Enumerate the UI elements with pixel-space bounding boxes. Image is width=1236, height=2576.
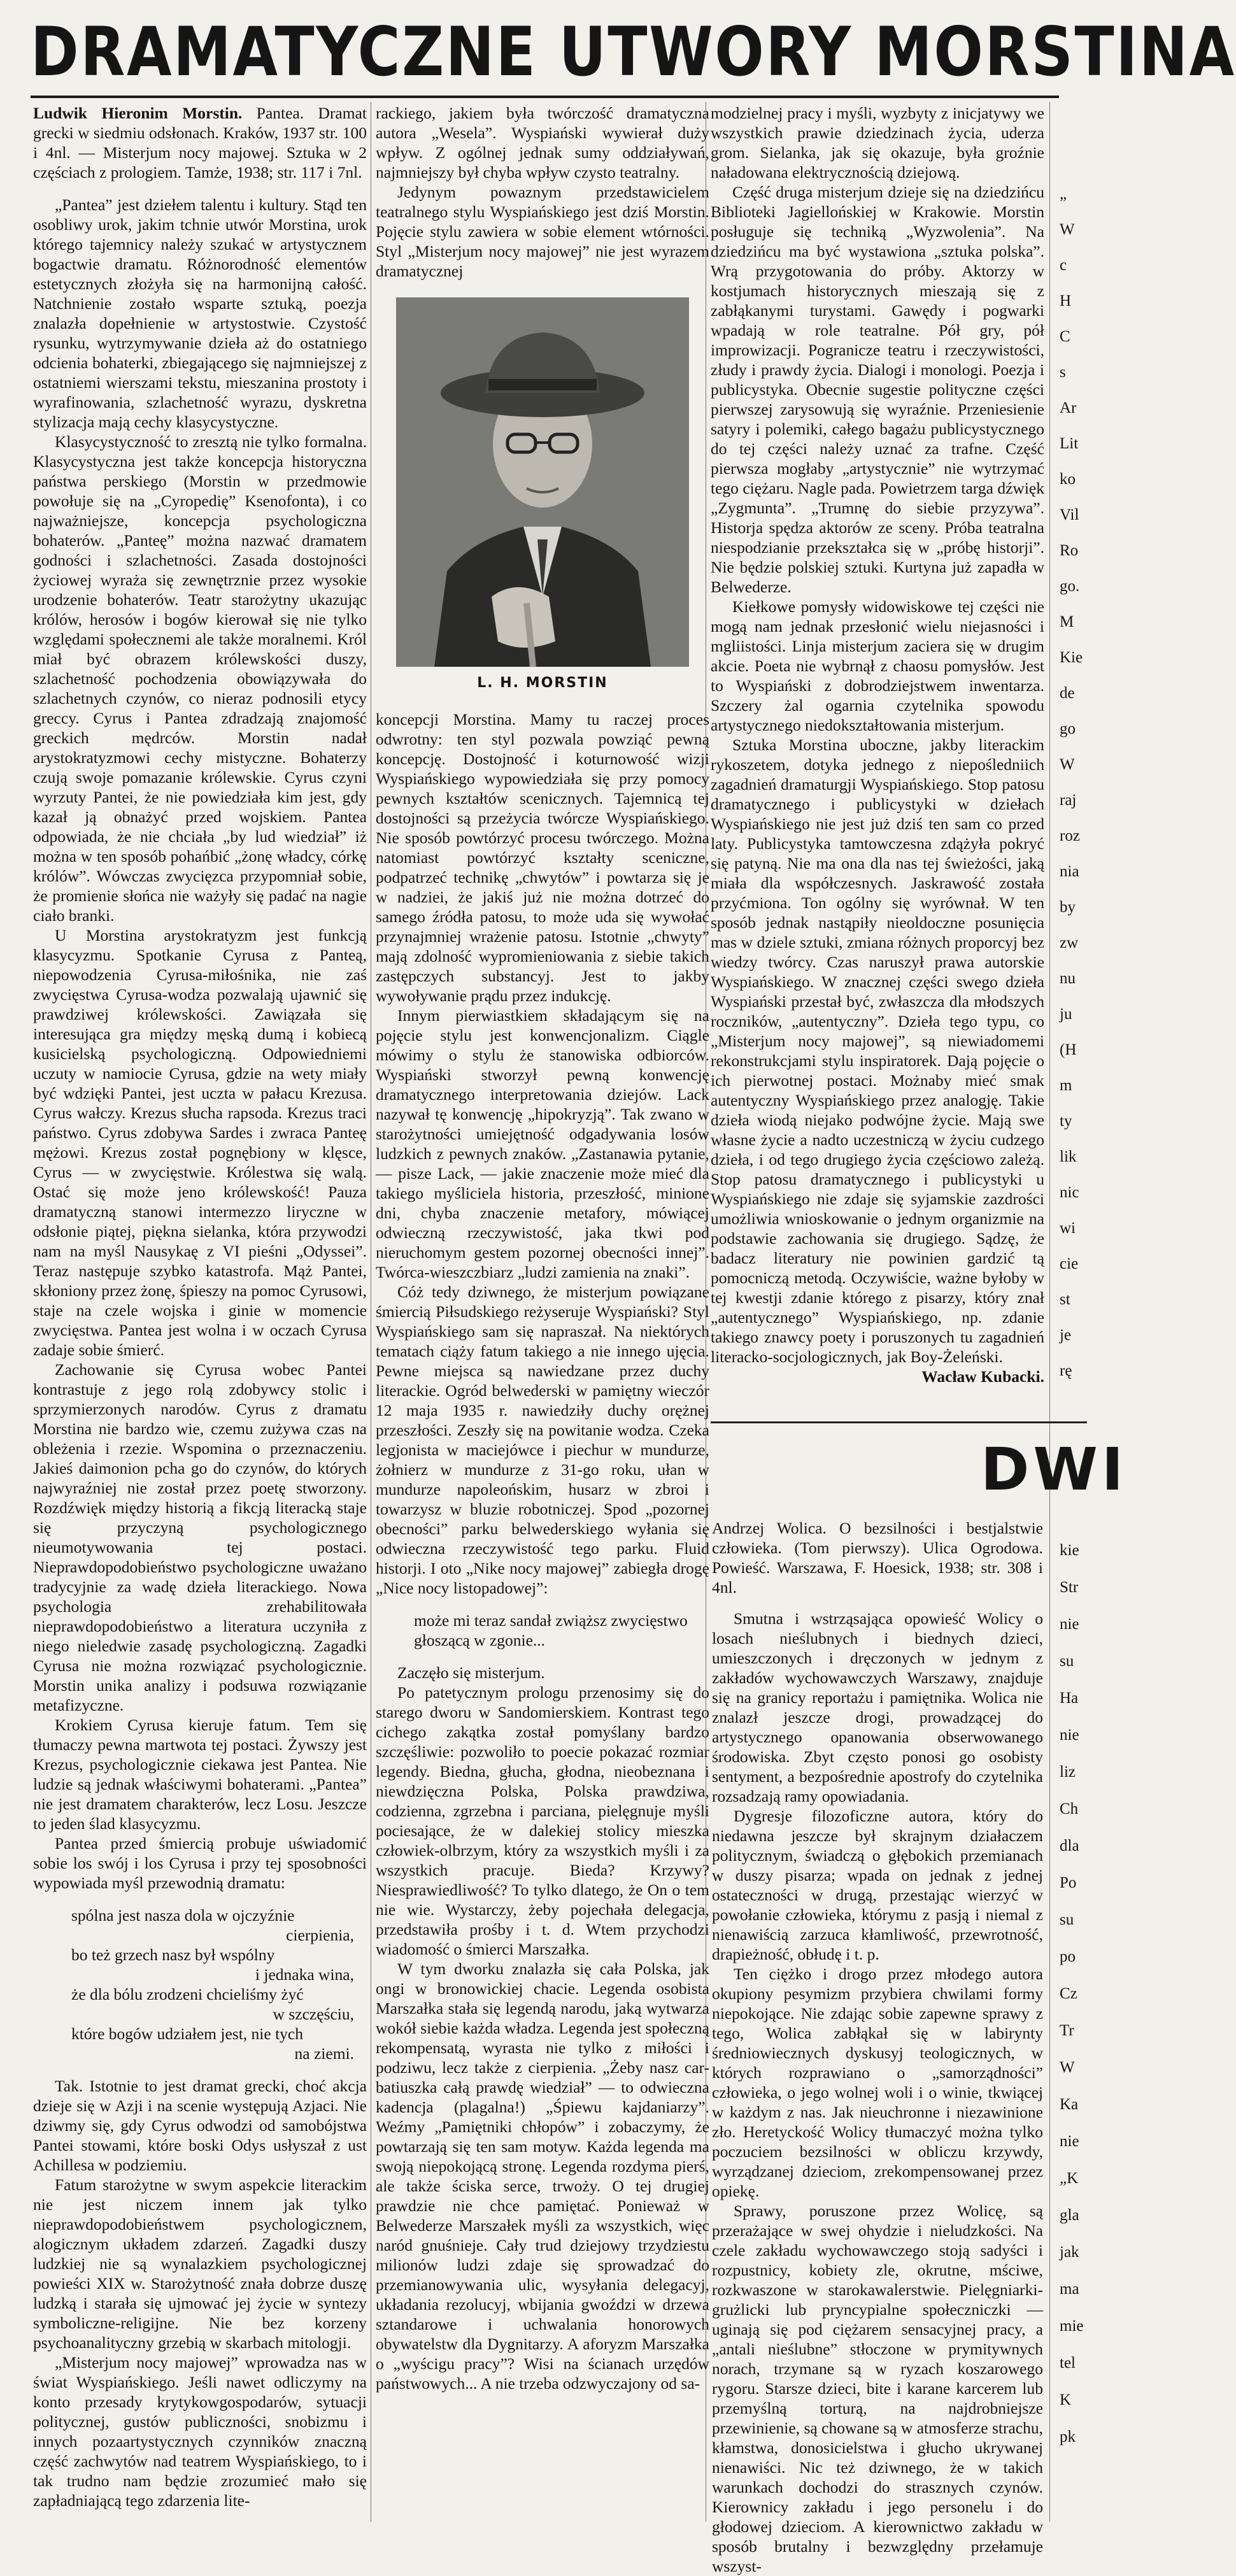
column-fragment-text: nia xyxy=(1060,863,1079,880)
column-fragment-text: Ka xyxy=(1060,2096,1079,2113)
column-fragment-text: roz xyxy=(1060,827,1080,844)
column-fragment-text: s xyxy=(1060,364,1066,381)
column-fragment-text: C xyxy=(1060,328,1070,345)
column-fragment-text: c xyxy=(1060,257,1067,274)
column-fragment-text: Cz xyxy=(1060,1985,1077,2002)
article-column-2 xyxy=(376,103,709,2521)
column-fragment-text: jak xyxy=(1060,2244,1079,2261)
paragraph: Sprawy, poruszone przez Wolicę, są przerażające w swej ohydzie i nieludzkości. Na czele zakładu wychowawczego stoją sadyści i rozpustnicy, kobiety zle, okrutne, mściwe, rozkwaszone w starokawalerstwie. Pielęgniarki-grużlicki lub pryncypialne społeczniczki — uginają się pod ciężarem sensacyjnej pracy, a „antali nieślubne” stłoczone w prymitywnych norach, trzymane są w ryzach koszarowego rygoru. Starsze dzieci, bite i karane karcerem lub przemyślną torturą, na najdrobniejsze przewinienie, są chowane są w atmosferze strachu, kłamstwa, donosicielstwa i głucho ukrywanej nienawiści. Nic też dziwnego, że w takich warunkach dochodzi do strasznych czynów. Kierownicy zakładu i jego personelu i do głodowej dzieciom. A kierownictwo zakładu w sposób brutalny i bezwzględny przełamuje wszyst- xyxy=(712,2202,1043,2575)
paragraph: Fatum starożytne w swym aspekcie literackim nie jest niczem innem jak tylko nieprawdopodobieństwem psychologicznem, alogicznym układem zdarzeń. Zagadki duszy ludzkiej nie są wynalazkiem psychologicznej powieści XIX w. Starożytność znała dobrze duszę ludzką i starała się ujmować jej życie w syntezy symboliczne-religijne. Nie bez korzeny psychoanalityczny grzebią w skarbach mitologji. xyxy=(33,2175,367,2352)
paragraph: rackiego, jakiem była twórczość dramatyczna autora „Wesela”. Wyspiański wywierał duży wpływ. Z ogólnej jednak sumy oddziaływań, najmniejszy był chyba wpływ czysto teatralny. xyxy=(376,104,709,181)
verse-line: w szczęściu, xyxy=(273,2005,354,2023)
column-fragment-text: nie xyxy=(1060,1616,1079,1633)
column-fragment-text: tel xyxy=(1060,2354,1076,2372)
column-fragment-text: ty xyxy=(1060,1113,1072,1130)
column-fragment-text: W xyxy=(1060,756,1075,773)
column-fragment-text: Ha xyxy=(1060,1690,1079,1707)
column-fragment-text: dla xyxy=(1060,1837,1079,1854)
column-fragment-text: m xyxy=(1060,1077,1072,1094)
article-column-3 xyxy=(711,103,1044,1402)
author-portrait-photo xyxy=(396,297,689,667)
column-fragment-text: M xyxy=(1060,613,1074,630)
column-fragment-text: Ro xyxy=(1060,542,1079,559)
paragraph: Pantea przed śmiercią probuje uświadomić sobie los swój i los Cyrusa i przy tej sposobności wypowiada myśl przewodnią dramatu: xyxy=(33,1834,367,1892)
column-fragment-text: lik xyxy=(1060,1148,1077,1165)
column-fragment-text: Tr xyxy=(1060,2022,1074,2039)
verse-line: i jednaka wina, xyxy=(255,1965,354,1984)
column-fragment-text: (H xyxy=(1060,1041,1077,1058)
column-fragment-text: su xyxy=(1060,1653,1074,1670)
verse-line: że dla bólu zrodzeni chcieliśmy żyć xyxy=(71,1985,304,2003)
column-fragment-text: ma xyxy=(1060,2281,1079,2298)
column-fragment-text: Ar xyxy=(1060,399,1077,416)
column-fragment-text: K xyxy=(1060,2391,1072,2409)
bibliography-details: O bezsilności i bestjalstwie człowieka. (Tom pierwszy). Ulica Ogrodowa. Powieść. Warszawa, F. Hoesick, 1938; str. 308 i 4nl. xyxy=(712,1519,1043,1597)
paragraph: Część druga misterjum dzieje się na dziedzińcu Biblioteki Jagiellońskiej w Krakowie. Morstin posługuje się techniką „Wyzwolenia”. Na dziedzińcu ma być wystawiona „sztuka polska”. Wrą przygotowania do próby. Aktorzy w kostjumach historycznych mieszają się z zabłąkanymi turystami. Gawędy i pogwarki wpadają w role teatralne. Pół gry, pół improwizacji. Pogranicze teatru i rzeczywistości, złudy i prawdy życia. Dialogi i monologi. Poezja i publicystyka. Obecnie sugestie polityczne części pierwszej zarysowują się wyraźnie. Przeniesienie satyry i polemiki, całego bagażu publicystycznego do tej części należy uznać za trafne. Część pierwsza mogłaby „artystycznie” nie wytrzymać tego ciężaru. Nagle pada. Powietrzem targa dźwięk „Zygmunta”. „Trumnę do siebie przyzywa”. Historja spędza aktorów ze sceny. Próba teatralna niespodzianie przekształca się w „próbę historji”. Nie będzie polskiej sztuki. Kurtyna już zapadła w Belwederze. xyxy=(711,183,1044,596)
verse-line: cierpienia, xyxy=(286,1926,354,1944)
column-fragment-text: W xyxy=(1060,2059,1075,2076)
verse-line: bo też grzech nasz był wspólny xyxy=(71,1946,275,1964)
column-fragment-text: st xyxy=(1060,1291,1070,1308)
column-fragment-text: Ch xyxy=(1060,1800,1079,1818)
author-name: Ludwik Hieronim Morstin. xyxy=(33,104,243,122)
column-fragment-text: go xyxy=(1060,720,1076,737)
paragraph: „Misterjum nocy majowej” wprowadza nas w świat Wyspiańskiego. Jeśli nawet odliczymy na konto przesady krytykowgospodarów, sytuacji politycznej, gustów publiczności, snobizmu i innych pozaartystycznych czynników znaczną część zachwytów nad teatrem Wyspiańskiego, to i tak trudno nam będzie zrozumieć mało się zapładniającą tego zdarzenia lite- xyxy=(33,2353,367,2510)
column-fragment-text: rę xyxy=(1060,1362,1072,1379)
photo-caption: L. H. MORSTIN xyxy=(477,675,608,691)
verse-line: które bogów udziałem jest, nie tych xyxy=(71,2025,303,2043)
paragraph: Innym pierwiastkiem składającym się na pojęcie stylu jest konwencjonalizm. Ciągle mówimy o stylu że stanowiska odbiorców. Wyspiański stworzył pewną konwencję dramatycznego interpretowania dziejów. Lack nazywał tę konwencję „hipokryzją”. Tak zwano w starożytności umiejętność odgadywania losów ludzkich z pewnych znaków. „Zastanawia pytanie, — pisze Lack, — jakie znaczenie może mieć dla takiego myśliciela historia, przeszłość, minione dni, chyba znaczenie metafory, mówiącej odwieczną rzeczywistość, jaka tkwi pod nieruchomym gestem pozornej obecności innej”. Twórca-wieszczbiarz „ludzi zamienia na znaki”. xyxy=(376,1006,709,1281)
column-fragment-text: Po xyxy=(1060,1874,1077,1891)
column-divider xyxy=(1049,102,1050,2522)
author-signature: Wacław Kubacki. xyxy=(921,1367,1044,1386)
column-fragment-text: W xyxy=(1060,221,1075,238)
column-fragment-text: H xyxy=(1060,292,1072,310)
column-fragment-text: Lit xyxy=(1060,435,1079,452)
paragraph: W tym dworku znalazła się cała Polska, jak ongi w bronowickiej chacie. Legenda osobista Marszałka stała się legendą narodu, jaką wytwarza wokół siebie każda władza. Legenda jest społeczną rekompensatą, wyrasta nie tylko z miłości i podziwu, lecz także z cierpienia. „Żeby nasz car-batiuszka całą prawdę wiedział” — to odwieczna kadencja (plagalna!) „Śpiewu kajdaniarzy”. Weźmy „Pamiętniki chłopów” i zobaczymy, że powtarzają się ten sam motyw. Każda legenda ma swoją niepokojącą stronę. Legenda rozdyma pierś, ale także ściska serce, trwoży. O tej drugiej prawdzie nie chce pamiętać. Ponieważ w Belwederze Marszałek myśli za wszystkich, więc naród gnuśnieje. Cały trud dziejowy trzydziestu milionów ludzi zdaje się sprowadzać do przemianowywania ulic, wysyłania delegacyj, układania rezolucyj, wbijania gwoździ w drzewa sztandarowe i uchwalania honorowych obywatelstw dla Dygnitarzy. A aforyzm Marszałka o „wyścigu pracy”? Wisi na ścianach urzędów państwowych... A nie trzeba odzwyczajony od sa- xyxy=(376,1960,709,2393)
paragraph: Smutna i wstrząsająca opowieść Wolicy o losach nieślubnych i biednych dzieci, umieszczonych i dręczonych w jednym z zakładów wychowawczych Warszawy, znajduje się na granicy reportażu i pamiętnika. Wolica nie znalazł jeszcze drogi, prowadzącej do artystycznego opanowania obserwowanego środowiska. Zbyt często ponosi go osobisty sentyment, a bezpośrednie apostrofy do czytelnika rozsadzają ramy opowiadania. xyxy=(712,1609,1043,1805)
paragraph: „Pantea” jest dziełem talentu i kultury. Stąd ten osobliwy urok, jakim tchnie utwór Morstina, urok którego tajemnicy należy szukać w artystycznem bogactwie dramatu. Różnorodność elementów estetycznych złożyła się na harmonijną całość. Natchnienie zostało wsparte sztuką, poezja znalazła dopełnienie w artystostwie. Czystość rysunku, wytrzymywanie dzieła aż do ostatniego odcienia bohaterki, zbiegającego się najmniejszej z ostatniemi wierszami tekstu, mieszanina prostoty i wyrafinowania, szlachetność wyrazu, dyskretna stylizacja mają cechy klasycystyczne. xyxy=(33,196,367,431)
paragraph: koncepcji Morstina. Mamy tu raczej proces odwrotny: ten styl pozwala powziąć pewną koncepcję. Dostojność i koturnowość wizji Wyspiańskiego wypowiedziała się przy pomocy pewnych kształtów scenicznych. Tajemnicą tej dostojności są przeżycia twórcze Wyspiańskiego. Nie sposób powtórzyć procesu twórczego. Można natomiast powtórzyć kształty sceniczne, podpatrzeć technikę „chwytów” i powtarza się je w nadziei, że jakiś już nie można dotrzeć do samego źródła patosu, to może uda się wywołać przynajmniej wrażenie patosu. Istotnie „chwyty” mają zdolność wypromieniowania z siebie takich zastępczych substancyj. Jest to jakby wywoływanie prądu przez indukcję. xyxy=(376,710,709,1005)
paragraph: Kiełkowe pomysły widowiskowe tej części nie mogą nam jednak przesłonić wielu niejasności i mgliistości. Linja misterjum zaciera się w drugim akcie. Poeta nie wybrnął z chaosu pomysłów. Jest to Wyspiański z dobrodziejstwem inwentarza. Szczery żal ogarnia czytelnika spowodu artystycznego niedokształtowania misterjum. xyxy=(711,597,1044,734)
column-fragment-text: ko xyxy=(1060,471,1076,488)
paragraph: Zachowanie się Cyrusa wobec Pantei kontrastuje z jego rolą zdobywcy stolic i sprzymierzonych narodów. Cyrus z dramatu Morstina nie bardzo wie, czemu zużywa czas na obleżenia i rzezie. Wspomina o przeznaczeniu. Jakieś daimonion pcha go do czynów, do których najwyraźniej nie został przez poetę stworzony. Rozdźwięk między historią a fikcją literacką staje się przyczyną psychologicznego nieumotywowania tej postaci. Nieprawdopodobieństwo psychologiczne uważano tradycyjnie za wadę dzieła literackiego. Nowa psychologia zrehabilitowała nieprawdopodobieństwo a literatura uczyniła z niego nieledwie zasadę psychologiczną. Zagadki Cyrusa nie można rozwiązać psychologicznie. Morstin unika analizy i podsuwa rozwiązanie metafizyczne. xyxy=(33,1360,367,1714)
column-fragment-text: kie xyxy=(1060,1542,1079,1559)
column-fragment-text: su xyxy=(1060,1911,1074,1928)
column-fragment-text: Kie xyxy=(1060,649,1083,666)
column-fragment-text: nic xyxy=(1060,1184,1079,1201)
column-fragment-text: cie xyxy=(1060,1255,1079,1272)
headline-rule xyxy=(31,96,1059,98)
paragraph: Tak. Istotnie to jest dramat grecki, choć akcja dzieje się w Azji i na scenie występują Azjaci. Nie dziwmy się, gdy Cyrus odwodzi od samobójstwa Pantei stowami, które boski Odys usłyszał z ust Achillesa w podziemiu. xyxy=(33,2077,367,2174)
column-fragment-text: raj xyxy=(1060,792,1077,809)
article-column-1 xyxy=(33,103,367,2521)
column-fragment-text: Vil xyxy=(1060,506,1079,523)
column-fragment-text: by xyxy=(1060,899,1076,916)
column-fragment-text: je xyxy=(1060,1327,1072,1344)
author-name: Andrzej Wolica. xyxy=(712,1519,827,1537)
bibliography-entry xyxy=(33,103,367,182)
portrait-image xyxy=(396,297,689,667)
column-fragment-text: go. xyxy=(1060,578,1080,595)
column-fragment-text: wi xyxy=(1060,1220,1076,1237)
column-fragment-text: pk xyxy=(1060,2428,1076,2445)
paragraph: Klasycystyczność to zresztą nie tylko formalna. Klasycystyczna jest także koncepcja historyczna państwa perskiego (Morstin w przedmowie powołuje się na „Cyropedię” Ksenofonta), i co najważniejsze, koncepcja psychologiczna bohaterów. „Panteę” można nazwać dramatem godności i szlachetności. Zasada dostojności życiowej wyraża się zewnętrznie przez wysokie urodzenie bohaterów. Teatr starożytny ukazując królów, herosów i bogów kierował się nie tylko względami społecznemi ale także moralnemi. Król miał być obrazem królewskości duszy, szlachetność pochodzenia obowiązywała do szlachetnych czynów, co nieraz podnosili etycy greccy. Cyrus i Pantea zdradzają znajomość greckich mędrców. Morstin nadał arystokratyzmowi cechy mistyczne. Bohaterzy czują swoje pomazanie królewskie. Cyrus czyni wyrzuty Pantei, że nie powiedziała kim jest, gdy kazał ją obnażyć przed wojskiem. Pantea odpowiada, że nie chciała „by lud wiedział” iż można w ten sposób pohańbić „żonę władcy, córkę królów”. Wówczas zwycięzca przypomniał sobie, że promienie słońca nie ważyły się padać na nagie ciało branki. xyxy=(33,432,367,925)
adjacent-column-fragment xyxy=(1057,0,1087,2527)
next-article-headline: DWI xyxy=(981,1435,1128,1504)
column-fragment-text: gla xyxy=(1060,2207,1079,2224)
paragraph: modzielnej pracy i myśli, wyzbyty z inicjatywy we wszystkich prawie dziedzinach życia, uderza grom. Sielanka, jak się okazuje, była groźnie naładowana elektrycznością dziejową. xyxy=(711,104,1044,181)
paragraph: Krokiem Cyrusa kieruje fatum. Tem się tłumaczy pewna martwota tej postaci. Żywszy jest Krezus, psychologicznie ciekawa jest Pantea. Nie ludzie są jednak właściwymi bohaterami. „Pantea” nie jest dramatem charakterów, lecz Losu. Jeszcze to jeden ślad klasycyzmu. xyxy=(33,1716,367,1833)
verse-quote: może mi teraz sandał zwiąższ zwycięstwo głoszącą w zgonie... xyxy=(414,1611,688,1649)
paragraph: Cóż tedy dziwnego, że misterjum powiązane śmiercią Piłsudskiego reżyseruje Wyspiański? Styl Wyspiańskiego sam się napraszał. Na niektórych tematach ciąży fatum takiego a nie innego ujęcia. Pewne miejsca są nawiedzane przez duchy literackie. Ogród belwederski w pamiętny wieczór 12 maja 1935 r. nawiedziły duchy orężnej przeszłości. Zeszły się na powitanie wodza. Czeka legjonista w maciejówce i piechur w mundurze, żołnierz w mundurze z 31-go roku, ułan w mundurze napoleońskim, husarz w zbroi i towarzysz w bluzie robotniczej. Spod „pozornej obecności” parku belwederskiego wyłania się odwieczna rzeczywistość tego parku. Fluid historji. I oto „Nike nocy majowej” zabiegła drogę „Nice nocy listopadowej”: xyxy=(376,1283,709,1597)
column-fragment-text: zw xyxy=(1060,934,1079,951)
section-rule xyxy=(711,1421,1087,1423)
verse-line: spólna jest nasza dola w ojczyźnie xyxy=(71,1906,295,1925)
paragraph: Jedynym powaznym przedstawicielem teatralnego stylu Wyspiańskiego jest dziś Morstin. Pojęcie stylu zawiera w sobie element wtórności. Styl „Misterjum nocy majowej” nie jest wyrazem dramatycznej xyxy=(376,183,709,280)
page-headline: DRAMATYCZNE UTWORY MORSTINA xyxy=(31,13,1236,91)
column-fragment-text: de xyxy=(1060,685,1075,702)
paragraph: U Morstina arystokratyzm jest funkcją klasycyzmu. Spotkanie Cyrusa z Panteą, niepowodzenia Cyrusa-miłośnika, nie zaś zwycięstwa Cyrusa-wodza pozwalają ujawnić się prawdziwej królewskości. Zawiązała się interesująca gra między męską dumą i kobiecą kusicielską psychologiczną. Odpowiedniemi uczuty w namiocie Cyrusa, gdzie na wety miały być wdzięki Pantei, jest uczta w pałacu Krezusa. Cyrus wałczy. Krezus słucha rapsoda. Krezus traci państwo. Cyrus zdobywa Sardes i zwraca Panteę mężowi. Krezus został pognębiony w klęsce, Cyrus — w zwycięstwie. Królestwa się walą. Ostać się może jeno królewskość! Pauza dramatyczną stanowi intermezzo liryczne w odsłonie piątej, piękna sielanka, która przywodzi nam na myśl Nausykaę z VI pieśni „Odyssei”. Teraz następuje szybko katastrofa. Mąż Pantei, skłoniony przez żonę, śpieszy na pomoc Cyrusowi, staje na czele wojska i ginie w momencie zwycięstwa. Pantea jest wolna i w oczach Cyrusa zadaje sobie śmierć. xyxy=(33,926,367,1359)
paragraph: Sztuka Morstina uboczne, jakby literackim rykoszetem, dotyka jednego z niepośledniich zagadnień dramaturgji Wyspiańskiego. Stop patosu dramatycznego i publicystyki w dziełach Wyspiańskiego nie jest już dziś ten sam co przed laty. Publicystyka tamtowczesna zdążyła pokryć się patyną. Nie ma ona dla nas tej świeżości, jaką miała dla współczesnych. Jaskrawość została przyćmiona. Ton ogólny się wyrównał. W ten sposób jednak nastąpiły nieoldoczne posunięcia mas w dziele sztuki, zmiana różnych proporcyj bez wiedzy twórcy. Czas naruszył prawa autorskie Wyspiańskiego. W znacznej części swego dzieła Wyspiański przestał być, zwłaszcza dla młodszych roczników, „autentyczny”. Dzieła tego typu, co „Misterjum nocy majowej”, są niewiadomemi rekonstrukcjami stylu inspiratorek. Dają pojęcie o ich pierwotnej postaci. Możnaby mieć smak autentyczny Wyspiańskiego przez analogję. Takie dzieła wiodą niejako podwójne życie. Mają swe własne życie a nadto uczestniczą w życiu cudzego dzieła, i od tego drugiego życia częściowo zależą. Stop patosu dramatycznego i publicystyki u Wyspiańskiego nie zdaje się syjamskie zazdrości umożliwia wnioskowanie o jednym organizmie na podstawie zachowania się drugiego. Sądzę, że badacz literatury nie powinien gardzić tą pomocniczą metodą. Oczywiście, ważne byłoby w tej kwestji zdanie którego z pisarzy, który znał „autentycznego” Wyspiańskiego, np. zdanie takiego znawcy poety i poruszonych tu zagadnień literacko-socjologicznych, jak Boy-Żeleński. xyxy=(711,736,1044,1366)
column-fragment-text: nu xyxy=(1060,970,1076,987)
column-fragment-text: nie xyxy=(1060,1726,1079,1744)
bibliography-entry xyxy=(712,1518,1043,1597)
verse-quote xyxy=(71,1905,367,2063)
article-column-3-lower xyxy=(712,1518,1043,2575)
column-fragment-text: „ xyxy=(1060,185,1067,203)
verse-line: na ziemi. xyxy=(294,2044,354,2063)
paragraph: Po patetycznym prologu przenosimy się do starego dworu w Sandomierskiem. Kontrast tego cichego zakątka został pomyślany bardzo szczęśliwie: pozwoliło to poecie pokazać rozmiar legendy. Biedna, głucha, głodna, nieobeznana i niewdzięczna Polska, Polska prawdziwa, codzienna, zgrzebna i parciana, pielęgnuje myśli pociesające, że w dalekiej stolicy mieszka człowiek-olbrzym, który za wszystkich myśli i za wszystkich pracuje. Bieda? Krzywy? Niesprawiedliwość? To tylko dlatego, że On o tem nie wie. Wystarczy, żeby pojechała delegacja, przedstawiła prośby i t. d. Wtem przychodzi wiadomość o śmierci Marszałka. xyxy=(376,1683,709,1958)
column-fragment-text: liz xyxy=(1060,1763,1076,1781)
column-fragment-text: mie xyxy=(1060,2317,1084,2335)
paragraph: Ten ciężko i drogo przez młodego autora okupiony pesymizm przybiera chwilami formy niepokojące. Nie zdając sobie zapewne sprawy z tego, Wolica zabłąkał się w labirynty średniowiecznych dyskusyj teologicznych, w których rozprawiano o „samorządności” człowieka, o jego wolnej woli i o winie, tkwiącej w każdym z nas. Jak nieuchronne i niezawinione zło. Heretyckość Wolicy tłumaczyć można tylko poczuciem bezsilności w obliczu krzywdy, wyrządzanej dzieciom, zrekompensowanej przez opiekę. xyxy=(712,1965,1043,2200)
column-fragment-text: „K xyxy=(1060,2170,1079,2187)
column-fragment-text: nie xyxy=(1060,2133,1079,2150)
column-fragment-text: Str xyxy=(1060,1579,1079,1596)
paragraph: Dygresje filozoficzne autora, który do niedawna jeszcze był skrajnym działaczem politycznym, świadczą o głębokich przemianach w duszy pisarza; wpada on jednak z jednej ostateczności w drugą, przestając wierzyć w powołanie człowieka, którymu z pasją i niemal z nienawiścią zarzuca kłamliwość, przewrotność, drapieżność, obłudę i t. p. xyxy=(712,1807,1043,1963)
paragraph: Zaczęło się misterjum. xyxy=(397,1663,545,1682)
column-fragment-text: ju xyxy=(1060,1006,1072,1023)
column-fragment-text: po xyxy=(1060,1948,1076,1965)
bibliography-details: Pantea. Dramat grecki w siedmiu odsłonach. Kraków, 1937 str. 100 i 4nl. — Misterjum nocy majowej. Sztuka w 2 częściach z prologiem. Tamże, 1938; str. 117 i 7nl. xyxy=(33,104,367,181)
